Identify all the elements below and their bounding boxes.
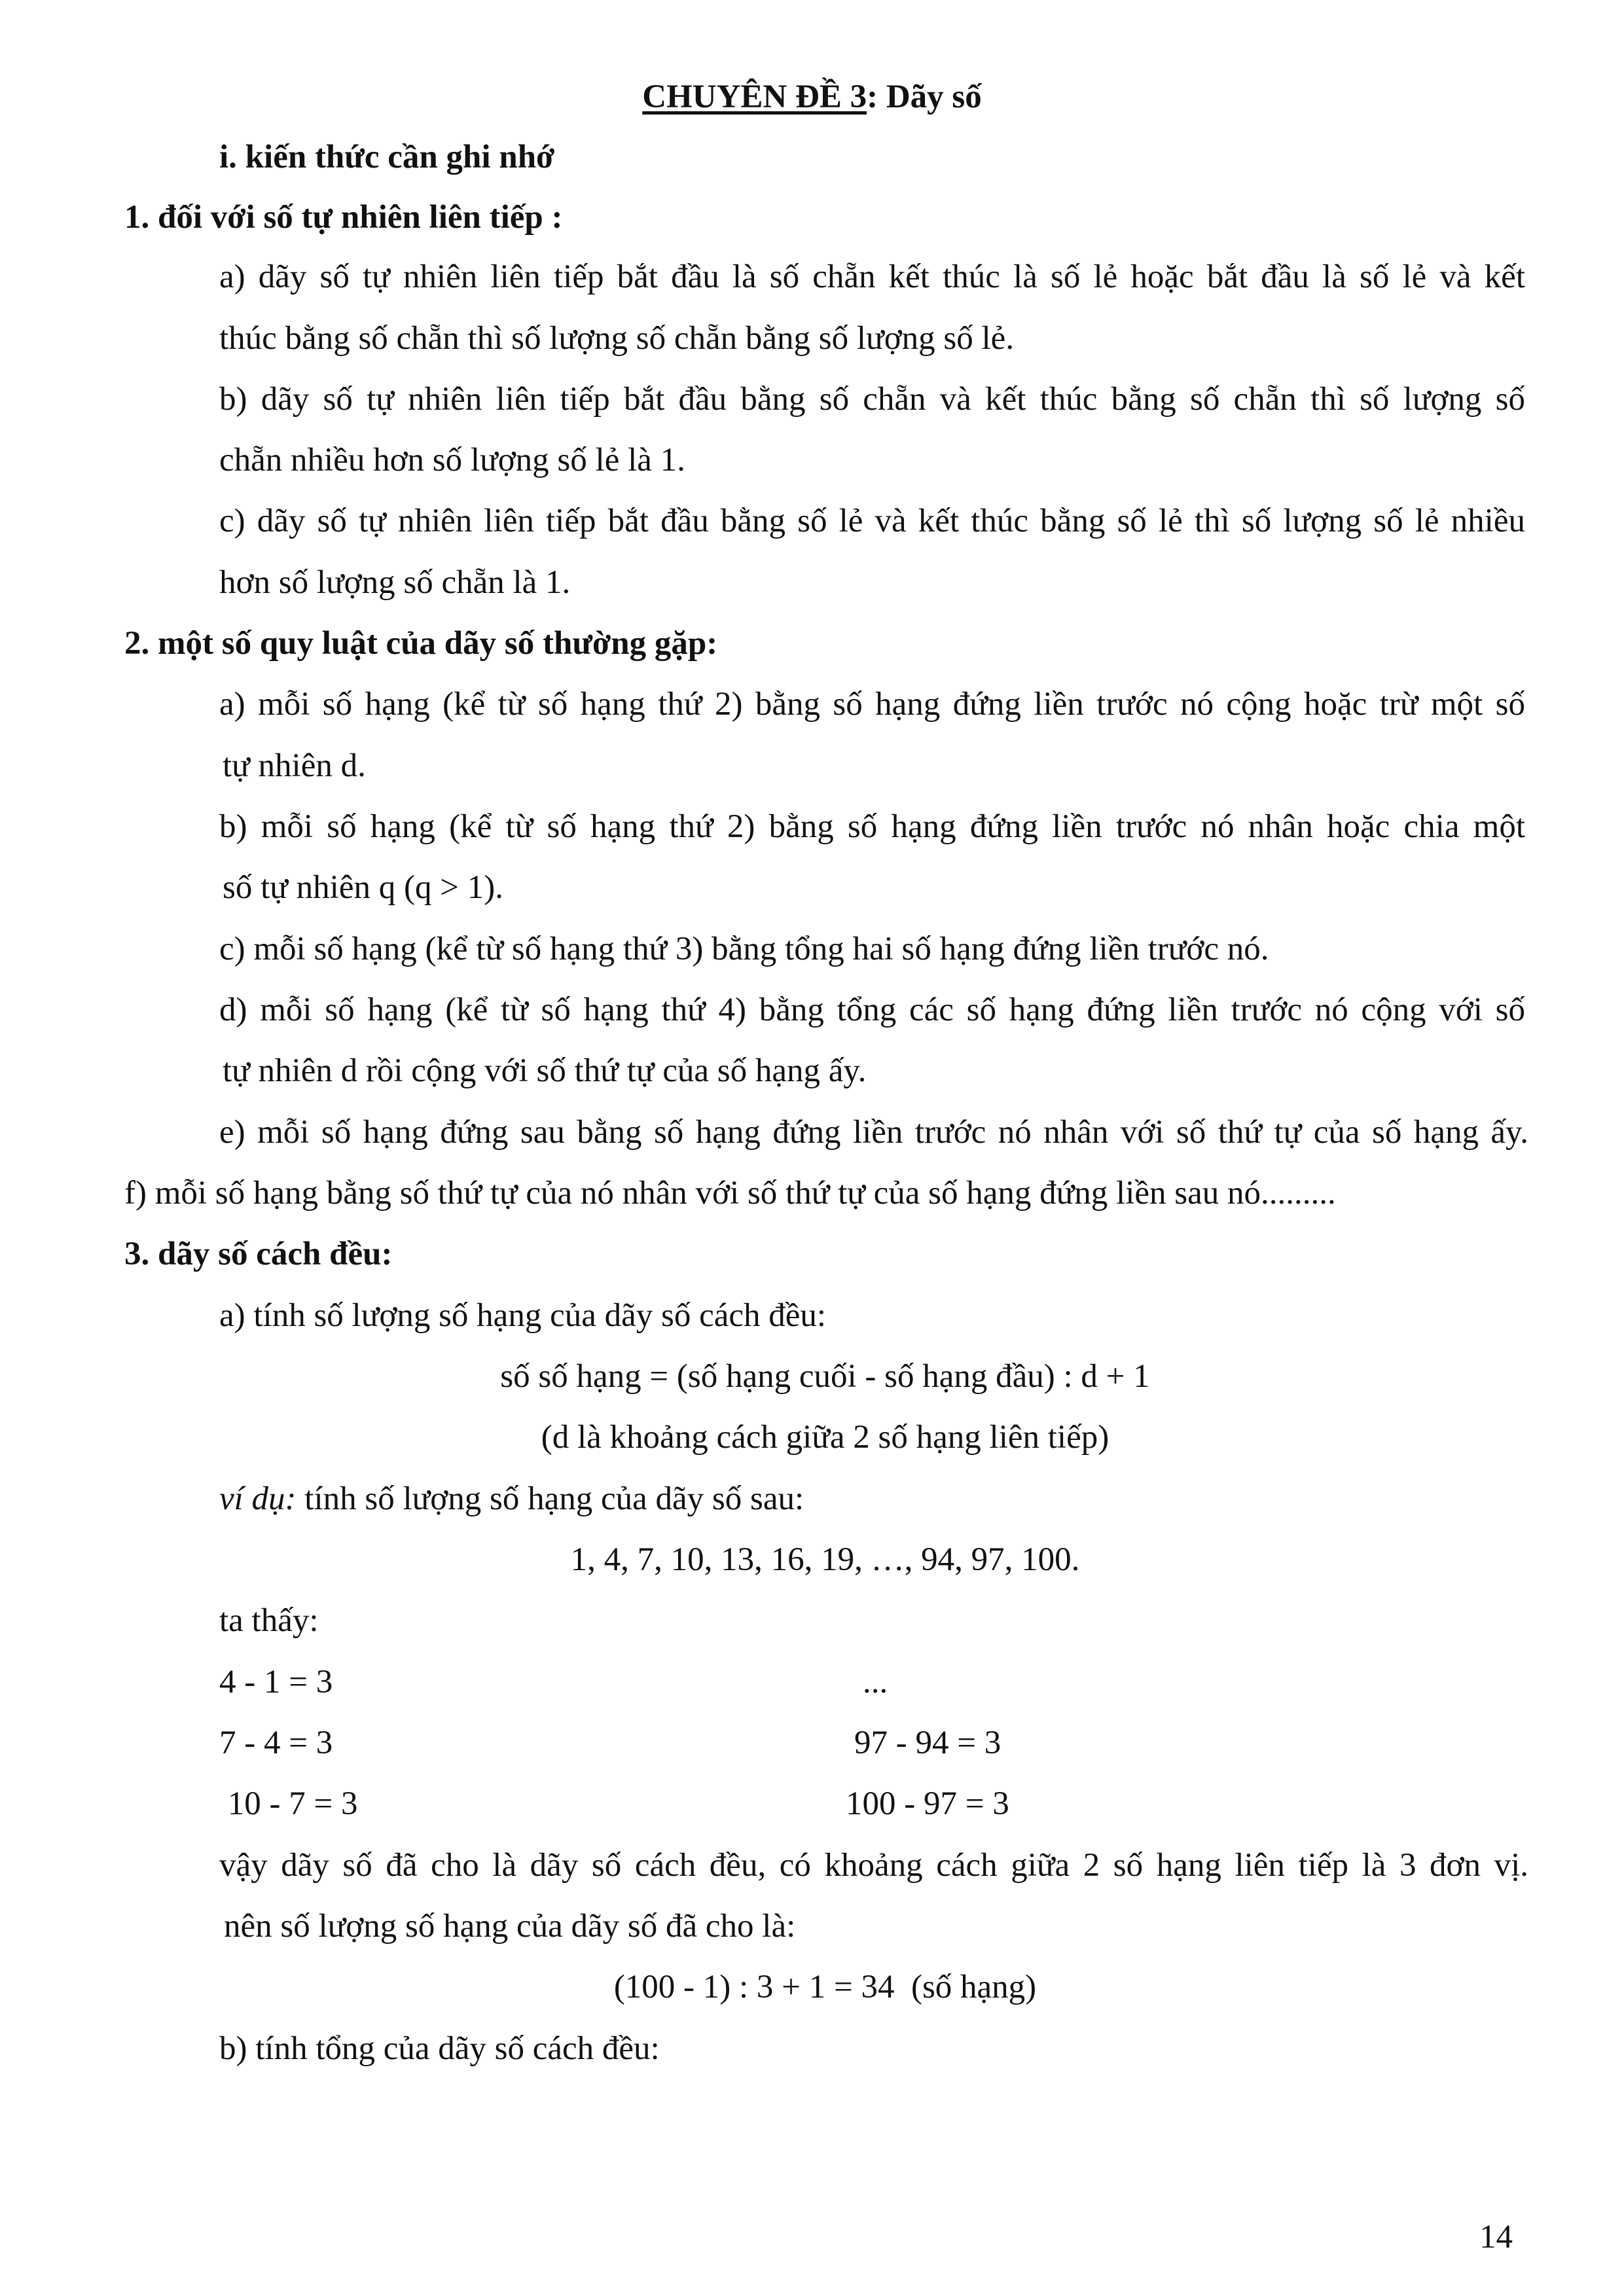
paragraph-2a-line1: a) mỗi số hạng (kể từ số hạng thứ 2) bằng số hạng đứng liền trước nó cộng hoặc trừ một số <box>219 686 1525 723</box>
title-subject: : Dãy số <box>867 79 982 115</box>
paragraph-2a-line2: tự nhiên d. <box>223 747 366 784</box>
page-title <box>0 77 1624 117</box>
paragraph-3b: b) tính tổng của dãy số cách đều: <box>219 2030 660 2067</box>
paragraph-2d-line1: d) mỗi số hạng (kể từ số hạng thứ 4) bằng tổng các số hạng đứng liền trước nó cộng với số <box>219 992 1525 1028</box>
section-heading-i: i. kiến thức cần ghi nhớ <box>219 139 555 175</box>
paragraph-2b-line1: b) mỗi số hạng (kể từ số hạng thứ 2) bằng số hạng đứng liền trước nó nhân hoặc chia một <box>219 808 1525 845</box>
heading-2: 2. một số quy luật của dãy số thường gặp: <box>124 625 718 662</box>
heading-3: 3. dãy số cách đều: <box>124 1236 393 1272</box>
formula-line: số số hạng = (số hạng cuối - số hạng đầu) : d + 1 <box>500 1358 1150 1395</box>
calc-left-3: 10 - 7 = 3 <box>219 1785 358 1822</box>
example-label: ví dụ: <box>219 1480 297 1517</box>
calc-right-1: ... <box>863 1664 888 1700</box>
example-sequence: 1, 4, 7, 10, 13, 16, 19, …, 94, 97, 100. <box>570 1541 1080 1578</box>
calc-left-2: 7 - 4 = 3 <box>219 1725 333 1761</box>
paragraph-1b-line2: chẵn nhiều hơn số lượng số lẻ là 1. <box>219 442 685 478</box>
formula-note: (d là khoảng cách giữa 2 số hạng liên tiếp) <box>541 1419 1110 1456</box>
paragraph-1a-line2: thúc bằng số chẵn thì số lượng số chẵn bằng số lượng số lẻ. <box>219 320 1015 357</box>
paragraph-1a-line1: a) dãy số tự nhiên liên tiếp bắt đầu là số chẵn kết thúc là số lẻ hoặc bắt đầu là số lẻ và kết <box>219 259 1525 295</box>
page-number: 14 <box>1479 2219 1513 2255</box>
result-line: (100 - 1) : 3 + 1 = 34 (số hạng) <box>613 1969 1037 2005</box>
paragraph-2b-line2: số tự nhiên q (q > 1). <box>223 869 503 906</box>
ta-thay-label: ta thấy: <box>219 1602 319 1639</box>
paragraph-2c: c) mỗi số hạng (kể từ số hạng thứ 3) bằng tổng hai số hạng đứng liền trước nó. <box>219 931 1269 967</box>
conclusion-line1: vậy dãy số đã cho là dãy số cách đều, có khoảng cách giữa 2 số hạng liên tiếp là 3 đơn vị. <box>219 1847 1528 1884</box>
paragraph-2d-line2: tự nhiên d rồi cộng với số thứ tự của số hạng ấy. <box>223 1052 867 1089</box>
conclusion-line2: nên số lượng số hạng của dãy số đã cho là: <box>224 1908 796 1945</box>
title-topic: CHUYÊN ĐỀ 3 <box>642 79 867 115</box>
paragraph-3a: a) tính số lượng số hạng của dãy số cách đều: <box>219 1297 827 1334</box>
paragraph-2e: e) mỗi số hạng đứng sau bằng số hạng đứng liền trước nó nhân với số thứ tự của số hạng ấy. <box>219 1114 1528 1151</box>
example-line <box>219 1479 804 1518</box>
paragraph-1c-line1: c) dãy số tự nhiên liên tiếp bắt đầu bằng số lẻ và kết thúc bằng số lẻ thì số lượng số lẻ nhiều <box>219 503 1525 539</box>
paragraph-1c-line2: hơn số lượng số chẵn là 1. <box>219 564 571 601</box>
calc-right-2: 97 - 94 = 3 <box>854 1725 1001 1761</box>
paragraph-1b-line1: b) dãy số tự nhiên liên tiếp bắt đầu bằng số chẵn và kết thúc bằng số chẵn thì số lượng số <box>219 381 1525 418</box>
calc-left-1: 4 - 1 = 3 <box>219 1664 333 1700</box>
paragraph-2f: f) mỗi số hạng bằng số thứ tự của nó nhân với số thứ tự của số hạng đứng liền sau nó......... <box>124 1175 1336 1211</box>
example-text: tính số lượng số hạng của dãy số sau: <box>296 1480 804 1517</box>
calc-right-3: 100 - 97 = 3 <box>846 1785 1009 1822</box>
heading-1: 1. đối với số tự nhiên liên tiếp : <box>124 199 563 236</box>
